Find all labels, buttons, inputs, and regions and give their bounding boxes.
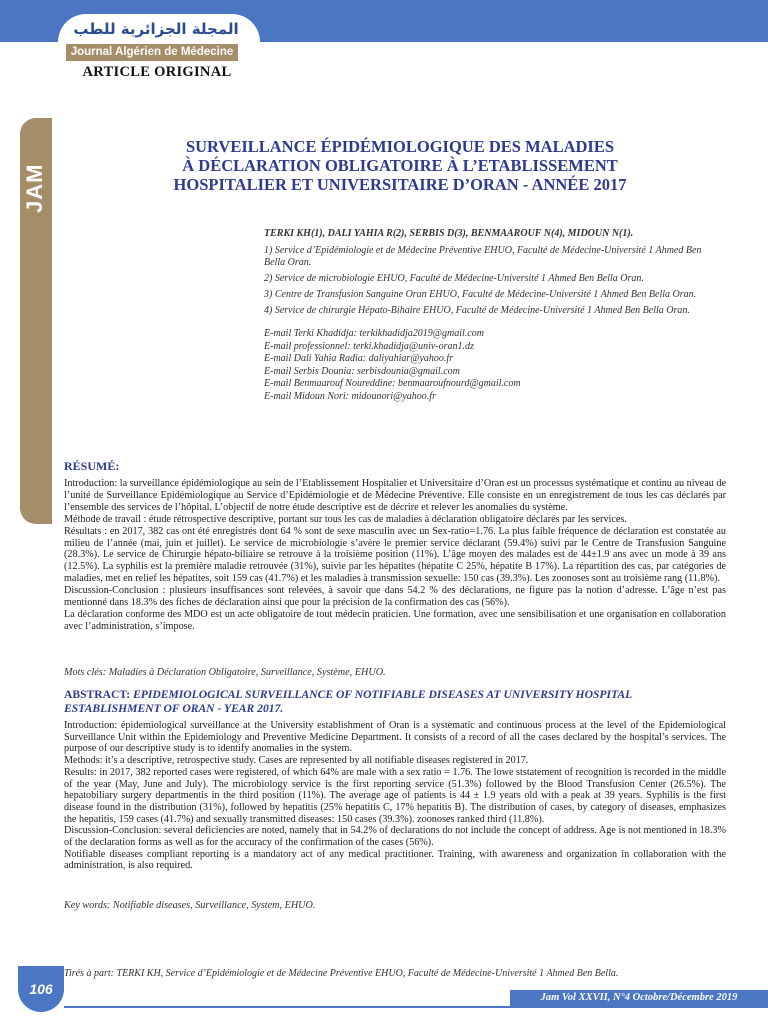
title-line: SURVEILLANCE ÉPIDÉMIOLOGIQUE DES MALADIES [185, 137, 615, 156]
resume-paragraph: Discussion-Conclusion : plusieurs insuffisances sont relevées, à savoir que dans 54.2 % des déclarations, ne figure pas la notion d’adresse. L’âge n’est pas mentionné dans 18.3% des fiches de déclaration ainsi que pour la précision de la confirmation des cas (56%). [64, 585, 726, 609]
affiliation: 4) Service de chirurgie Hépato-Bihaire EHUO, Faculté de Médecine-Université 1 Ahmed Ben Bella Oran. [264, 305, 690, 317]
email-line: E-mail Benmaarouf Noureddine: benmaaroufnourd@gmail.com [264, 378, 521, 390]
email-line: E-mail Terki Khadidja: terkikhadidja2019@gmail.com [264, 328, 484, 340]
resume-paragraph: Méthode de travail : étude rétrospective descriptive, portant sur tous les cas de maladies à déclaration obligatoire déclarés par les services. [64, 513, 627, 525]
resume-paragraph: Introduction: la surveillance épidémiologique au sein de l’Etablissement Hospitalier et Universitaire d’Oran est un processus systématique et continu au niveau de l’unité de Surveillance Epidémiologique au Service d’Epidémiologie et de Médecine Préventive. Elle consiste en un enregistrement de tous les cas déclarés par l’ensemble des services de l’hôpital. L’objectif de notre étude descriptive est de décrire et relever les anomalies du système. [64, 478, 726, 513]
abstract-heading-label: ABSTRACT: [64, 688, 131, 701]
abstract-paragraph: Introduction: épidemiological surveillance at the University establishment of Oran is a systematic and continuous process at the level of the Epidemiological Surveillance Unit within the Epidemiology and Preventive Medicine Department. It consists of a record of all the cases declared by the hospital’s services. The purpose of our descriptive study is to identify anomalies in the system. [64, 720, 726, 755]
abstract-paragraph: Notifiable diseases compliant reporting is a mandatory act of any medical practitioner. Training, with awareness and organization in collaboration with the administration, is also required. [64, 848, 726, 872]
reprint-footnote: Tirés à part: TERKI KH, Service d’Epidémiologie et de Médecine Préventive EHUO, Faculté de Médecine-Université 1 Ahmed Ben Bella. [64, 968, 619, 979]
article-type-label: ARTICLE ORIGINAL [82, 64, 232, 80]
resume-paragraph: Résultats : en 2017, 382 cas ont été enregistrés dont 64 % sont de sexe masculin avec un Sex-ratio=1.76. La plus faible fréquence de déclaration est constatée au milieu de l’année (mai, juin et juillet). Le service de microbiologie s’avère le premier service déclarant (59.4%) suivi par le Centre de Transfusion Sanguine (28.3%). Le service de Chirurgie hépato-biliaire se retrouve à la troisième position (11%). L’âge moyen des malades est de 44±1.9 ans avec un mode à 39 ans (12.5%). La syphilis est la première maladie retrouvée (31%), suivie par les hépatites (hépatite C 25%, hépatite B 17%). La répartition des cas, par catégories de maladies, met en relief les hépatites, soit 159 cas (41.7%) et les maladies à transmission sexuelle: 150 cas (39.3%). Les zoonoses sont au troisième rang (11.8%). [64, 525, 726, 585]
affiliation: 2) Service de microbiologie EHUO, Faculté de Médecine-Université 1 Ahmed Ben Bella Oran. [264, 273, 644, 285]
volume-info: Jam Vol XXVII, N°4 Octobre/Décembre 2019 [510, 990, 768, 1006]
email-line: E-mail Serbis Dounia: serbisdounia@gmail.com [264, 365, 460, 377]
abstract-paragraph: Results: in 2017, 382 reported cases were registered, of which 64% are male with a sex ratio = 1.76. The lowe ststatement of recognition is recorded in the middle of the year (May, June and July). The microbiology service is the first reporting service (51.3%) followed by the Blood Transfusion Center (26.5%). The hepatobiliary surgery departmentis in the third position (11%). The average age of patients is 44 ± 1.9 years old with a peak at 39 years. Syphilis is the first disease found in the distribution (31%), followed by hepatitis (25% hepatitis C, 17% hepatitis B). The distribution of cases, by category of diseases, emphasizes the hepatitis, 159 cases (41.7%) and sexually transmitted diseases: 150 cases (39.3%). zoonoses ranked third (11.8%). [64, 766, 726, 825]
abstract-heading-title: EPIDEMIOLOGICAL SURVEILLANCE OF NOTIFIABLE DISEASES AT UNIVERSITY HOSPITAL ESTABLISHMENT OF ORAN - YEAR 2017. [64, 688, 632, 715]
authors-list: TERKI KH(1), DALI YAHIA R(2), SERBIS D(3), BENMAAROUF N(4), MIDOUN N(1). [264, 228, 634, 239]
email-line: E-mail Dali Yahia Radia: daliyahiar@yahoo.fr [264, 353, 454, 365]
email-line: E-mail Midoun Nori: midounori@yahoo.fr [264, 391, 436, 403]
authors-block [264, 228, 724, 404]
side-tab-label: JAM [22, 163, 47, 213]
resume-body [64, 478, 726, 633]
affiliation: 1) Service d’Epidémiologie et de Médecine Préventive EHUO, Faculté de Médecine-Université 1 Ahmed Ben Bella Oran. [264, 244, 702, 269]
journal-logo-arabic: المجلة الجزائرية للطب [73, 20, 239, 38]
article-title [140, 137, 660, 194]
abstract-paragraph: Methods: it’s a descriptive, retrospective study. Cases are represented by all notifiable diseases registered in 2017. [64, 755, 529, 767]
affiliation: 3) Centre de Transfusion Sanguine Oran EHUO, Faculté de Médecine-Université 1 Ahmed Ben Bella Oran. [264, 289, 697, 301]
email-line: E-mail professionnel: terki.khadidja@univ-oran1.dz [264, 340, 474, 352]
resume-paragraph: La déclaration conforme des MDO est un acte obligatoire de tout médecin praticien. Une formation, avec une sensibilisation et une organisation en collaboration avec l’administration, s’impose. [64, 608, 726, 632]
abstract-paragraph: Discussion-Conclusion: several deficiencies are noted, namely that in 54.2% of declarations do not include the concept of address. Age is not mentioned in 18.3% of the declaration forms as well as for the accuracy of the confirmation of the cases (56%). [64, 825, 726, 849]
footer-rule [64, 1006, 768, 1008]
resume-keywords: Mots clés: Maladies à Déclaration Obligatoire, Surveillance, Système, EHUO. [64, 667, 386, 678]
email-list [264, 328, 724, 404]
title-line: À DÉCLARATION OBLIGATOIRE À L’ETABLISSEMENT [182, 156, 618, 175]
page-number-badge: 106 [18, 966, 64, 1012]
title-line: HOSPITALIER ET UNIVERSITAIRE D’ORAN - ANNÉE 2017 [173, 175, 627, 194]
abstract-keywords: Key words: Notifiable diseases, Surveillance, System, EHUO. [64, 900, 316, 911]
abstract-body [64, 720, 726, 872]
journal-logo-french: Journal Algérien de Médecine [66, 44, 238, 61]
resume-heading: RÉSUMÉ: [64, 459, 120, 473]
abstract-heading [64, 688, 726, 715]
